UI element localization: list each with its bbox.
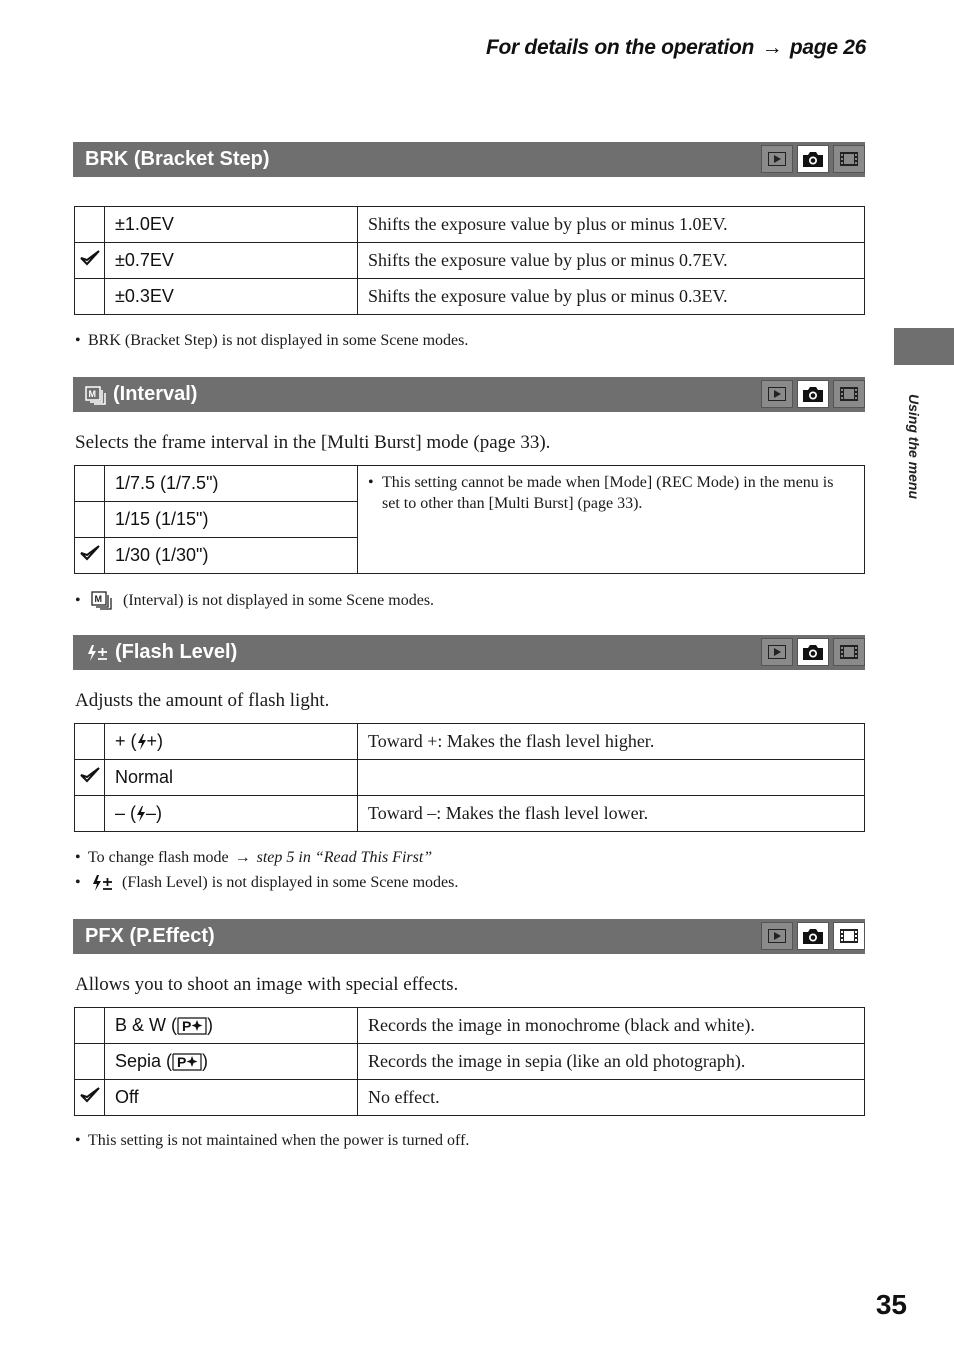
svg-text:M: M	[94, 594, 102, 604]
section-title-group	[85, 641, 237, 664]
option-name: 1/30 (1/30")	[105, 538, 358, 574]
default-cell	[75, 279, 105, 315]
playback-icon	[761, 638, 793, 666]
table-row	[75, 279, 865, 315]
bracket-step-table	[74, 206, 865, 315]
table-row	[75, 796, 865, 832]
option-name-prefix: – (	[115, 803, 137, 823]
svg-text:P: P	[182, 1018, 192, 1035]
section-title-group	[85, 383, 197, 406]
multi-burst-interval-icon	[91, 591, 115, 611]
option-name: Off	[105, 1080, 358, 1116]
option-name-prefix: B & W (	[115, 1014, 177, 1035]
default-cell	[75, 1008, 105, 1044]
note-text: This setting is not maintained when the power is turned off.	[88, 1132, 470, 1149]
option-name-prefix: Sepia (	[115, 1050, 173, 1071]
table-row	[75, 207, 865, 243]
table-row	[75, 724, 865, 760]
default-cell	[75, 466, 105, 502]
option-description: No effect.	[358, 1080, 865, 1116]
section-header-interval	[73, 377, 865, 412]
default-cell	[75, 243, 105, 279]
operation-reference	[486, 36, 866, 60]
option-name-suffix: +)	[146, 731, 164, 751]
flash-level-description: Adjusts the amount of flash light.	[75, 690, 330, 711]
picture-effect-description: Allows you to shoot an image with special effects.	[75, 974, 459, 995]
mode-icons	[761, 145, 865, 173]
reference-text: For details on the operation	[485, 36, 755, 59]
still-camera-icon	[797, 638, 829, 666]
note-text: To change flash mode	[88, 849, 229, 866]
default-cell	[75, 760, 105, 796]
multi-burst-interval-icon	[85, 385, 107, 405]
default-check-icon	[79, 249, 101, 267]
option-name: ±0.3EV	[105, 279, 358, 315]
default-cell	[75, 796, 105, 832]
svg-text:P: P	[177, 1054, 187, 1071]
interval-merged-note: • This setting cannot be made when [Mode] (REC Mode) in the menu is set to other than [Multi Burst] (page 33).	[358, 466, 865, 574]
side-label: Using the menu	[906, 394, 922, 500]
option-name	[105, 1008, 358, 1044]
note-flash-level: • (Flash Level) is not displayed in some Scene modes.	[75, 874, 459, 891]
note-flash-mode: • To change flash mode → step 5 in “Read This First”	[75, 849, 433, 866]
section-header-bracket-step	[73, 142, 865, 177]
default-cell	[75, 538, 105, 574]
option-description: Shifts the exposure value by plus or minus 1.0EV.	[358, 207, 865, 243]
option-name	[105, 1044, 358, 1080]
option-name: Normal	[105, 760, 358, 796]
section-title: (Interval)	[113, 383, 198, 405]
default-cell	[75, 207, 105, 243]
option-description: Shifts the exposure value by plus or minus 0.3EV.	[358, 279, 865, 315]
movie-icon	[833, 145, 865, 173]
playback-icon	[761, 145, 793, 173]
section-title: BRK (Bracket Step)	[85, 148, 270, 170]
arrow-icon: →	[761, 36, 783, 59]
option-name-suffix: )	[202, 1050, 209, 1071]
option-description: Shifts the exposure value by plus or minus 0.7EV.	[358, 243, 865, 279]
note-bracket-step: • BRK (Bracket Step) is not displayed in some Scene modes.	[75, 332, 469, 349]
default-check-icon	[79, 544, 101, 562]
flash-level-icon	[90, 874, 114, 892]
movie-icon	[833, 638, 865, 666]
option-name-prefix: + (	[115, 731, 137, 751]
option-name-suffix: )	[207, 1014, 213, 1035]
flash-level-icon	[85, 643, 109, 663]
movie-icon	[833, 380, 865, 408]
page-number: 35	[875, 1289, 907, 1320]
option-description: Toward –: Makes the flash level lower.	[358, 796, 865, 832]
option-name: ±0.7EV	[105, 243, 358, 279]
default-cell	[75, 724, 105, 760]
option-name: ±1.0EV	[105, 207, 358, 243]
interval-description: Selects the frame interval in the [Multi Burst] mode (page 33).	[75, 432, 551, 453]
note-text: BRK (Bracket Step) is not displayed in some Scene modes.	[88, 332, 469, 349]
option-description: Records the image in monochrome (black and white).	[358, 1008, 865, 1044]
playback-icon	[761, 380, 793, 408]
default-cell	[75, 1044, 105, 1080]
section-header-picture-effect	[73, 919, 865, 954]
note-text: This setting cannot be made when [Mode] (REC Mode) in the menu is set to other than [Multi Burst] (page 33).	[382, 474, 834, 512]
default-cell	[75, 502, 105, 538]
option-name	[105, 724, 358, 760]
picture-effect-table	[74, 1007, 865, 1116]
default-cell	[75, 1080, 105, 1116]
option-description: Toward +: Makes the flash level higher.	[358, 724, 865, 760]
option-name	[105, 796, 358, 832]
table-row	[75, 243, 865, 279]
table-row	[75, 1008, 865, 1044]
playback-icon	[761, 922, 793, 950]
picture-effect-icon	[172, 1052, 202, 1072]
interval-table	[74, 465, 865, 574]
note-picture-effect: • This setting is not maintained when the power is turned off.	[75, 1132, 470, 1149]
arrow-icon: →	[234, 849, 251, 866]
still-camera-icon	[797, 922, 829, 950]
note-text: (Flash Level) is not displayed in some Scene modes.	[122, 874, 459, 891]
table-row	[75, 466, 865, 502]
section-title: (Flash Level)	[115, 641, 238, 663]
default-check-icon	[79, 1086, 101, 1104]
mode-icons	[761, 380, 865, 408]
section-header-flash-level	[73, 635, 865, 670]
movie-icon	[833, 922, 865, 950]
table-row	[75, 1044, 865, 1080]
option-description	[358, 760, 865, 796]
table-row	[75, 1080, 865, 1116]
note-interval: • M (Interval) is not displayed in some Scene modes.	[75, 592, 435, 609]
svg-text:M: M	[88, 388, 96, 399]
page-reference: page 26	[789, 36, 866, 59]
flash-icon	[136, 806, 146, 822]
option-name: 1/7.5 (1/7.5")	[105, 466, 358, 502]
mode-icons	[761, 638, 865, 666]
section-title: PFX (P.Effect)	[85, 925, 215, 947]
note-text: (Interval) is not displayed in some Scene modes.	[123, 592, 435, 609]
side-tab-marker	[894, 328, 954, 365]
still-camera-icon	[797, 380, 829, 408]
option-name: 1/15 (1/15")	[105, 502, 358, 538]
default-check-icon	[79, 766, 101, 784]
flash-icon	[137, 734, 147, 750]
mode-icons	[761, 922, 865, 950]
note-reference: step 5 in “Read This First”	[256, 849, 433, 866]
flash-level-table	[74, 723, 865, 832]
option-description: Records the image in sepia (like an old photograph).	[358, 1044, 865, 1080]
picture-effect-icon	[177, 1016, 207, 1036]
table-row	[75, 760, 865, 796]
option-name-suffix: –)	[146, 803, 163, 823]
still-camera-icon	[797, 145, 829, 173]
